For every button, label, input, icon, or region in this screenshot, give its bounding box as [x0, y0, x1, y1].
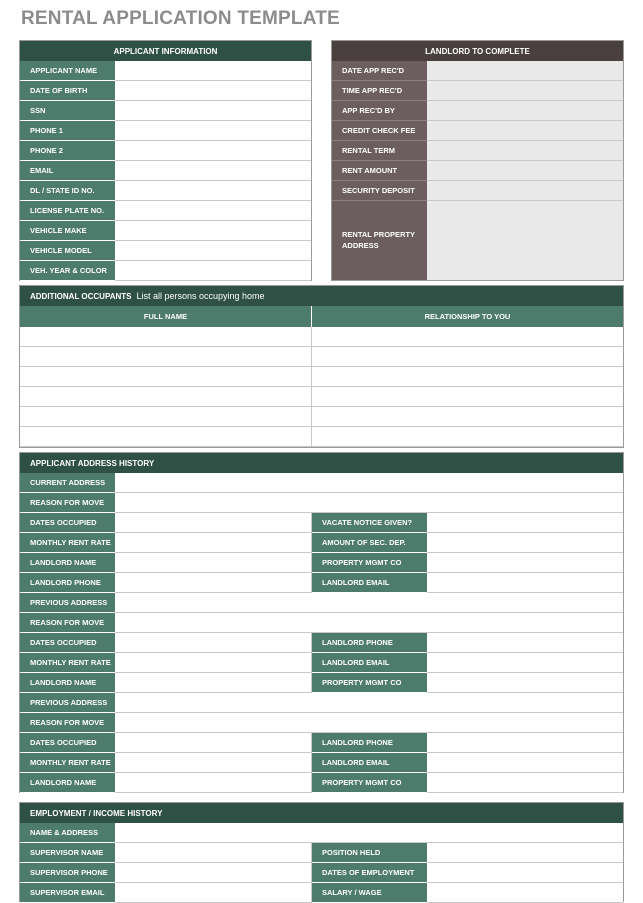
address-label-reason-for-move: REASON FOR MOVE: [20, 493, 115, 513]
employment-label-salary-wage: SALARY / WAGE: [312, 883, 427, 903]
occupant-name-cell[interactable]: [20, 387, 312, 407]
applicant-field-veh-year-color[interactable]: [115, 261, 311, 281]
address-label-dates-occupied: DATES OCCUPIED: [20, 733, 115, 753]
applicant-field-ssn[interactable]: [115, 101, 311, 121]
address-label-property-mgmt-co: PROPERTY MGMT CO: [312, 673, 427, 693]
occupant-name-cell[interactable]: [20, 347, 312, 367]
employment-label-dates-of-employment: DATES OF EMPLOYMENT: [312, 863, 427, 883]
address-label-landlord-name: LANDLORD NAME: [20, 773, 115, 793]
page-title: RENTAL APPLICATION TEMPLATE: [21, 8, 340, 29]
employment-header: EMPLOYMENT / INCOME HISTORY: [20, 803, 623, 823]
address-label-reason-for-move: REASON FOR MOVE: [20, 713, 115, 733]
address-field-monthly-rent-rate[interactable]: [115, 533, 312, 553]
occupant-relationship-cell[interactable]: [312, 347, 623, 367]
address-field-previous-address[interactable]: [115, 693, 623, 713]
landlord-label-app-rec-d-by: APP REC'D BY: [332, 101, 427, 121]
occupants-header: ADDITIONAL OCCUPANTS List all persons occupying home: [20, 286, 623, 306]
address-label-previous-address: PREVIOUS ADDRESS: [20, 593, 115, 613]
applicant-label-license-plate-no: LICENSE PLATE NO.: [20, 201, 115, 221]
landlord-label-date-app-rec-d: DATE APP REC'D: [332, 61, 427, 81]
address-field-dates-occupied[interactable]: [115, 633, 312, 653]
applicant-label-date-of-birth: DATE OF BIRTH: [20, 81, 115, 101]
address-label-monthly-rent-rate: MONTHLY RENT RATE: [20, 533, 115, 553]
landlord-field-credit-check-fee[interactable]: [427, 121, 623, 141]
occupants-section: [19, 285, 624, 448]
landlord-field-rental-property-address[interactable]: [427, 201, 623, 280]
address-label-dates-occupied: DATES OCCUPIED: [20, 633, 115, 653]
occupant-relationship-cell[interactable]: [312, 407, 623, 427]
occupant-relationship-cell[interactable]: [312, 427, 623, 447]
applicant-field-phone-1[interactable]: [115, 121, 311, 141]
address-label-previous-address: PREVIOUS ADDRESS: [20, 693, 115, 713]
address-field-monthly-rent-rate[interactable]: [115, 753, 312, 773]
landlord-field-date-app-rec-d[interactable]: [427, 61, 623, 81]
address-field-landlord-phone[interactable]: [427, 733, 623, 753]
applicant-label-dl-state-id-no: DL / STATE ID NO.: [20, 181, 115, 201]
address-label-reason-for-move: REASON FOR MOVE: [20, 613, 115, 633]
address-field-property-mgmt-co[interactable]: [427, 553, 623, 573]
address-label-monthly-rent-rate: MONTHLY RENT RATE: [20, 753, 115, 773]
column-full-name: FULL NAME: [20, 306, 312, 327]
occupant-name-cell[interactable]: [20, 427, 312, 447]
address-field-reason-for-move[interactable]: [115, 493, 623, 513]
address-field-monthly-rent-rate[interactable]: [115, 653, 312, 673]
address-label-current-address: CURRENT ADDRESS: [20, 473, 115, 493]
applicant-label-phone-1: PHONE 1: [20, 121, 115, 141]
applicant-field-applicant-name[interactable]: [115, 61, 311, 81]
applicant-label-applicant-name: APPLICANT NAME: [20, 61, 115, 81]
address-field-landlord-email[interactable]: [427, 753, 623, 773]
address-field-property-mgmt-co[interactable]: [427, 673, 623, 693]
column-relationship: RELATIONSHIP TO YOU: [312, 306, 623, 327]
landlord-label-credit-check-fee: CREDIT CHECK FEE: [332, 121, 427, 141]
landlord-label-time-app-rec-d: TIME APP REC'D: [332, 81, 427, 101]
landlord-label-security-deposit: SECURITY DEPOSIT: [332, 181, 427, 201]
applicant-label-phone-2: PHONE 2: [20, 141, 115, 161]
applicant-field-vehicle-model[interactable]: [115, 241, 311, 261]
address-label-landlord-phone: LANDLORD PHONE: [312, 733, 427, 753]
applicant-info-section: [19, 40, 312, 281]
address-history-header: APPLICANT ADDRESS HISTORY: [20, 453, 623, 473]
address-field-property-mgmt-co[interactable]: [427, 773, 623, 793]
address-field-landlord-name[interactable]: [115, 773, 312, 793]
employment-field-name-address[interactable]: [115, 823, 623, 843]
employment-field-supervisor-name[interactable]: [115, 843, 312, 863]
address-field-landlord-email[interactable]: [427, 653, 623, 673]
landlord-header: LANDLORD TO COMPLETE: [332, 41, 623, 61]
address-label-dates-occupied: DATES OCCUPIED: [20, 513, 115, 533]
applicant-field-email[interactable]: [115, 161, 311, 181]
applicant-info-header: APPLICANT INFORMATION: [20, 41, 311, 61]
address-field-dates-occupied[interactable]: [115, 513, 312, 533]
address-field-landlord-phone[interactable]: [427, 633, 623, 653]
employment-field-position-held[interactable]: [427, 843, 623, 863]
applicant-field-license-plate-no[interactable]: [115, 201, 311, 221]
address-field-previous-address[interactable]: [115, 593, 623, 613]
address-history-section: [19, 452, 624, 793]
applicant-field-phone-2[interactable]: [115, 141, 311, 161]
address-field-amount-of-sec-dep[interactable]: [427, 533, 623, 553]
address-label-landlord-phone: LANDLORD PHONE: [20, 573, 115, 593]
applicant-label-ssn: SSN: [20, 101, 115, 121]
applicant-field-vehicle-make[interactable]: [115, 221, 311, 241]
employment-label-supervisor-email: SUPERVISOR EMAIL: [20, 883, 115, 903]
landlord-field-app-rec-d-by[interactable]: [427, 101, 623, 121]
landlord-field-security-deposit[interactable]: [427, 181, 623, 201]
employment-field-supervisor-phone[interactable]: [115, 863, 312, 883]
occupant-name-cell[interactable]: [20, 327, 312, 347]
landlord-field-rental-term[interactable]: [427, 141, 623, 161]
address-label-landlord-phone: LANDLORD PHONE: [312, 633, 427, 653]
address-label-landlord-email: LANDLORD EMAIL: [312, 753, 427, 773]
employment-label-name-address: NAME & ADDRESS: [20, 823, 115, 843]
address-field-reason-for-move[interactable]: [115, 613, 623, 633]
landlord-label-rent-amount: RENT AMOUNT: [332, 161, 427, 181]
address-field-landlord-name[interactable]: [115, 673, 312, 693]
employment-label-supervisor-name: SUPERVISOR NAME: [20, 843, 115, 863]
occupant-relationship-cell[interactable]: [312, 327, 623, 347]
employment-field-salary-wage[interactable]: [427, 883, 623, 903]
landlord-label-rental-term: RENTAL TERM: [332, 141, 427, 161]
employment-field-supervisor-email[interactable]: [115, 883, 312, 903]
address-label-landlord-name: LANDLORD NAME: [20, 553, 115, 573]
occupants-subheader: List all persons occupying home: [136, 291, 265, 301]
employment-field-dates-of-employment[interactable]: [427, 863, 623, 883]
address-label-monthly-rent-rate: MONTHLY RENT RATE: [20, 653, 115, 673]
applicant-label-email: EMAIL: [20, 161, 115, 181]
occupant-relationship-cell[interactable]: [312, 387, 623, 407]
address-label-property-mgmt-co: PROPERTY MGMT CO: [312, 553, 427, 573]
address-field-vacate-notice-given[interactable]: [427, 513, 623, 533]
employment-label-position-held: POSITION HELD: [312, 843, 427, 863]
address-label-landlord-email: LANDLORD EMAIL: [312, 573, 427, 593]
landlord-field-time-app-rec-d[interactable]: [427, 81, 623, 101]
address-field-landlord-email[interactable]: [427, 573, 623, 593]
address-label-landlord-name: LANDLORD NAME: [20, 673, 115, 693]
landlord-field-rent-amount[interactable]: [427, 161, 623, 181]
landlord-section: [331, 40, 624, 281]
applicant-label-vehicle-make: VEHICLE MAKE: [20, 221, 115, 241]
address-field-current-address[interactable]: [115, 473, 623, 493]
address-label-landlord-email: LANDLORD EMAIL: [312, 653, 427, 673]
address-label-amount-of-sec-dep: AMOUNT OF SEC. DEP.: [312, 533, 427, 553]
applicant-label-veh-year-color: VEH. YEAR & COLOR: [20, 261, 115, 281]
applicant-field-date-of-birth[interactable]: [115, 81, 311, 101]
employment-label-supervisor-phone: SUPERVISOR PHONE: [20, 863, 115, 883]
address-label-property-mgmt-co: PROPERTY MGMT CO: [312, 773, 427, 793]
address-field-reason-for-move[interactable]: [115, 713, 623, 733]
occupant-name-cell[interactable]: [20, 407, 312, 427]
applicant-field-dl-state-id-no[interactable]: [115, 181, 311, 201]
applicant-label-vehicle-model: VEHICLE MODEL: [20, 241, 115, 261]
landlord-label-rental-property-address: RENTAL PROPERTY ADDRESS: [332, 201, 427, 280]
employment-section: [19, 802, 624, 902]
address-label-vacate-notice-given: VACATE NOTICE GIVEN?: [312, 513, 427, 533]
occupant-relationship-cell[interactable]: [312, 367, 623, 387]
occupant-name-cell[interactable]: [20, 367, 312, 387]
address-field-dates-occupied[interactable]: [115, 733, 312, 753]
address-field-landlord-phone[interactable]: [115, 573, 312, 593]
address-field-landlord-name[interactable]: [115, 553, 312, 573]
